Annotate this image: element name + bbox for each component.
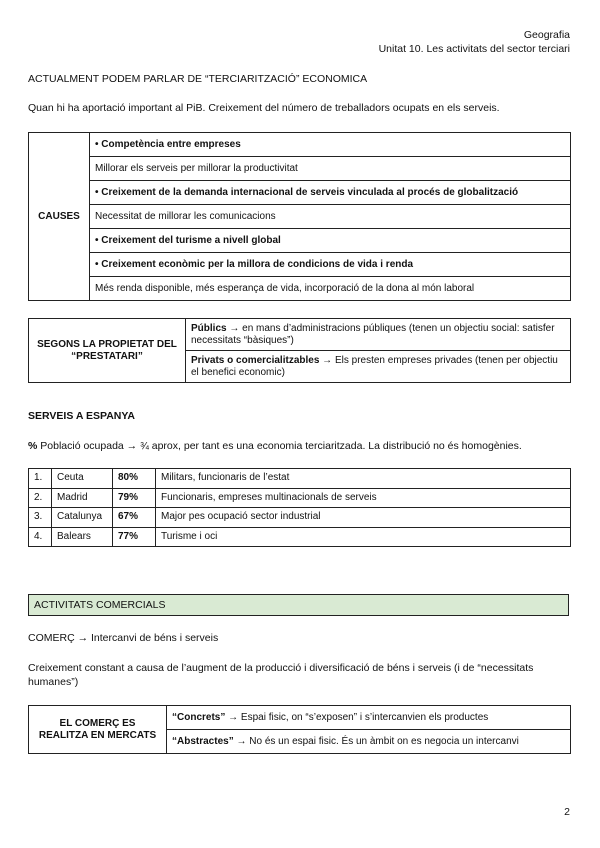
cause-row-competencia: • Competència entre empreses [90,133,571,157]
table-row: 3. Catalunya 67% Major pes ocupació sector industrial [29,508,571,528]
header-unit: Unitat 10. Les activitats del sector terciari [378,43,570,55]
propietat-label: SEGONS LA PROPIETAT DEL “PRESTATARI” [29,319,186,383]
espanya-intro: % Població ocupada → ¾ aprox, per tant es una economia terciaritzada. La distribució no és homogènies. [28,440,522,452]
privats-cell: Privats o comercialitzables → Els presten empreses privades (tenen per objectiu el benefici economic) [186,351,571,383]
propietat-table [28,318,571,383]
cause-detail-comunicacions: Necessitat de millorar les comunicacions [90,205,571,229]
comerc-definition: COMERÇ → Intercanvi de béns i serveis [28,632,219,644]
section-intro: Quan hi ha aportació important al PiB. Creixement del número de treballadors ocupats en els serveis. [28,102,500,114]
header-subject: Geografia [523,29,570,41]
activitats-comercials-banner: ACTIVITATS COMERCIALS [28,594,569,616]
publics-cell: Públics → en mans d’administracions públiques (tenen un objectiu social: satisfer necessitats “bàsiques”) [186,319,571,351]
causes-table [28,132,571,301]
causes-label: CAUSES [29,133,90,301]
mercats-label: EL COMERÇ ES REALITZA EN MERCATS [29,706,167,754]
concrets-cell: “Concrets” → Espai fisic, on “s’exposen” i s’intercanvien els productes [167,706,571,730]
abstractes-cell: “Abstractes” → No és un espai fisic. És un àmbit on es negocia un intercanvi [167,730,571,754]
cause-detail-productivitat: Millorar els serveis per millorar la productivitat [90,157,571,181]
cause-row-economic: • Creixement econòmic per la millora de condicions de vida i renda [90,253,571,277]
cause-row-turisme: • Creixement del turisme a nivell global [90,229,571,253]
page-number: 2 [564,806,570,818]
table-row: 1. Ceuta 80% Militars, funcionaris de l’estat [29,469,571,489]
section-title-terciaritzacio: ACTUALMENT PODEM PARLAR DE “TERCIARITZACIÓ” ECONOMICA [28,73,368,85]
cause-row-demanda: • Creixement de la demanda internacional de serveis vinculada al procés de globalització [90,181,571,205]
mercats-table [28,705,571,754]
comerc-growth: Creixement constant a causa de l’augment de la producció i diversificació de béns i serveis (i de “necessitats humanes”) [28,662,534,688]
table-row: 4. Balears 77% Turisme i oci [29,527,571,547]
cause-detail-renda: Més renda disponible, més esperança de vida, incorporació de la dona al món laboral [90,277,571,301]
espanya-title: SERVEIS A ESPANYA [28,410,135,422]
espanya-table [28,468,571,547]
table-row: 2. Madrid 79% Funcionaris, empreses multinacionals de serveis [29,488,571,508]
page-header [379,28,570,56]
